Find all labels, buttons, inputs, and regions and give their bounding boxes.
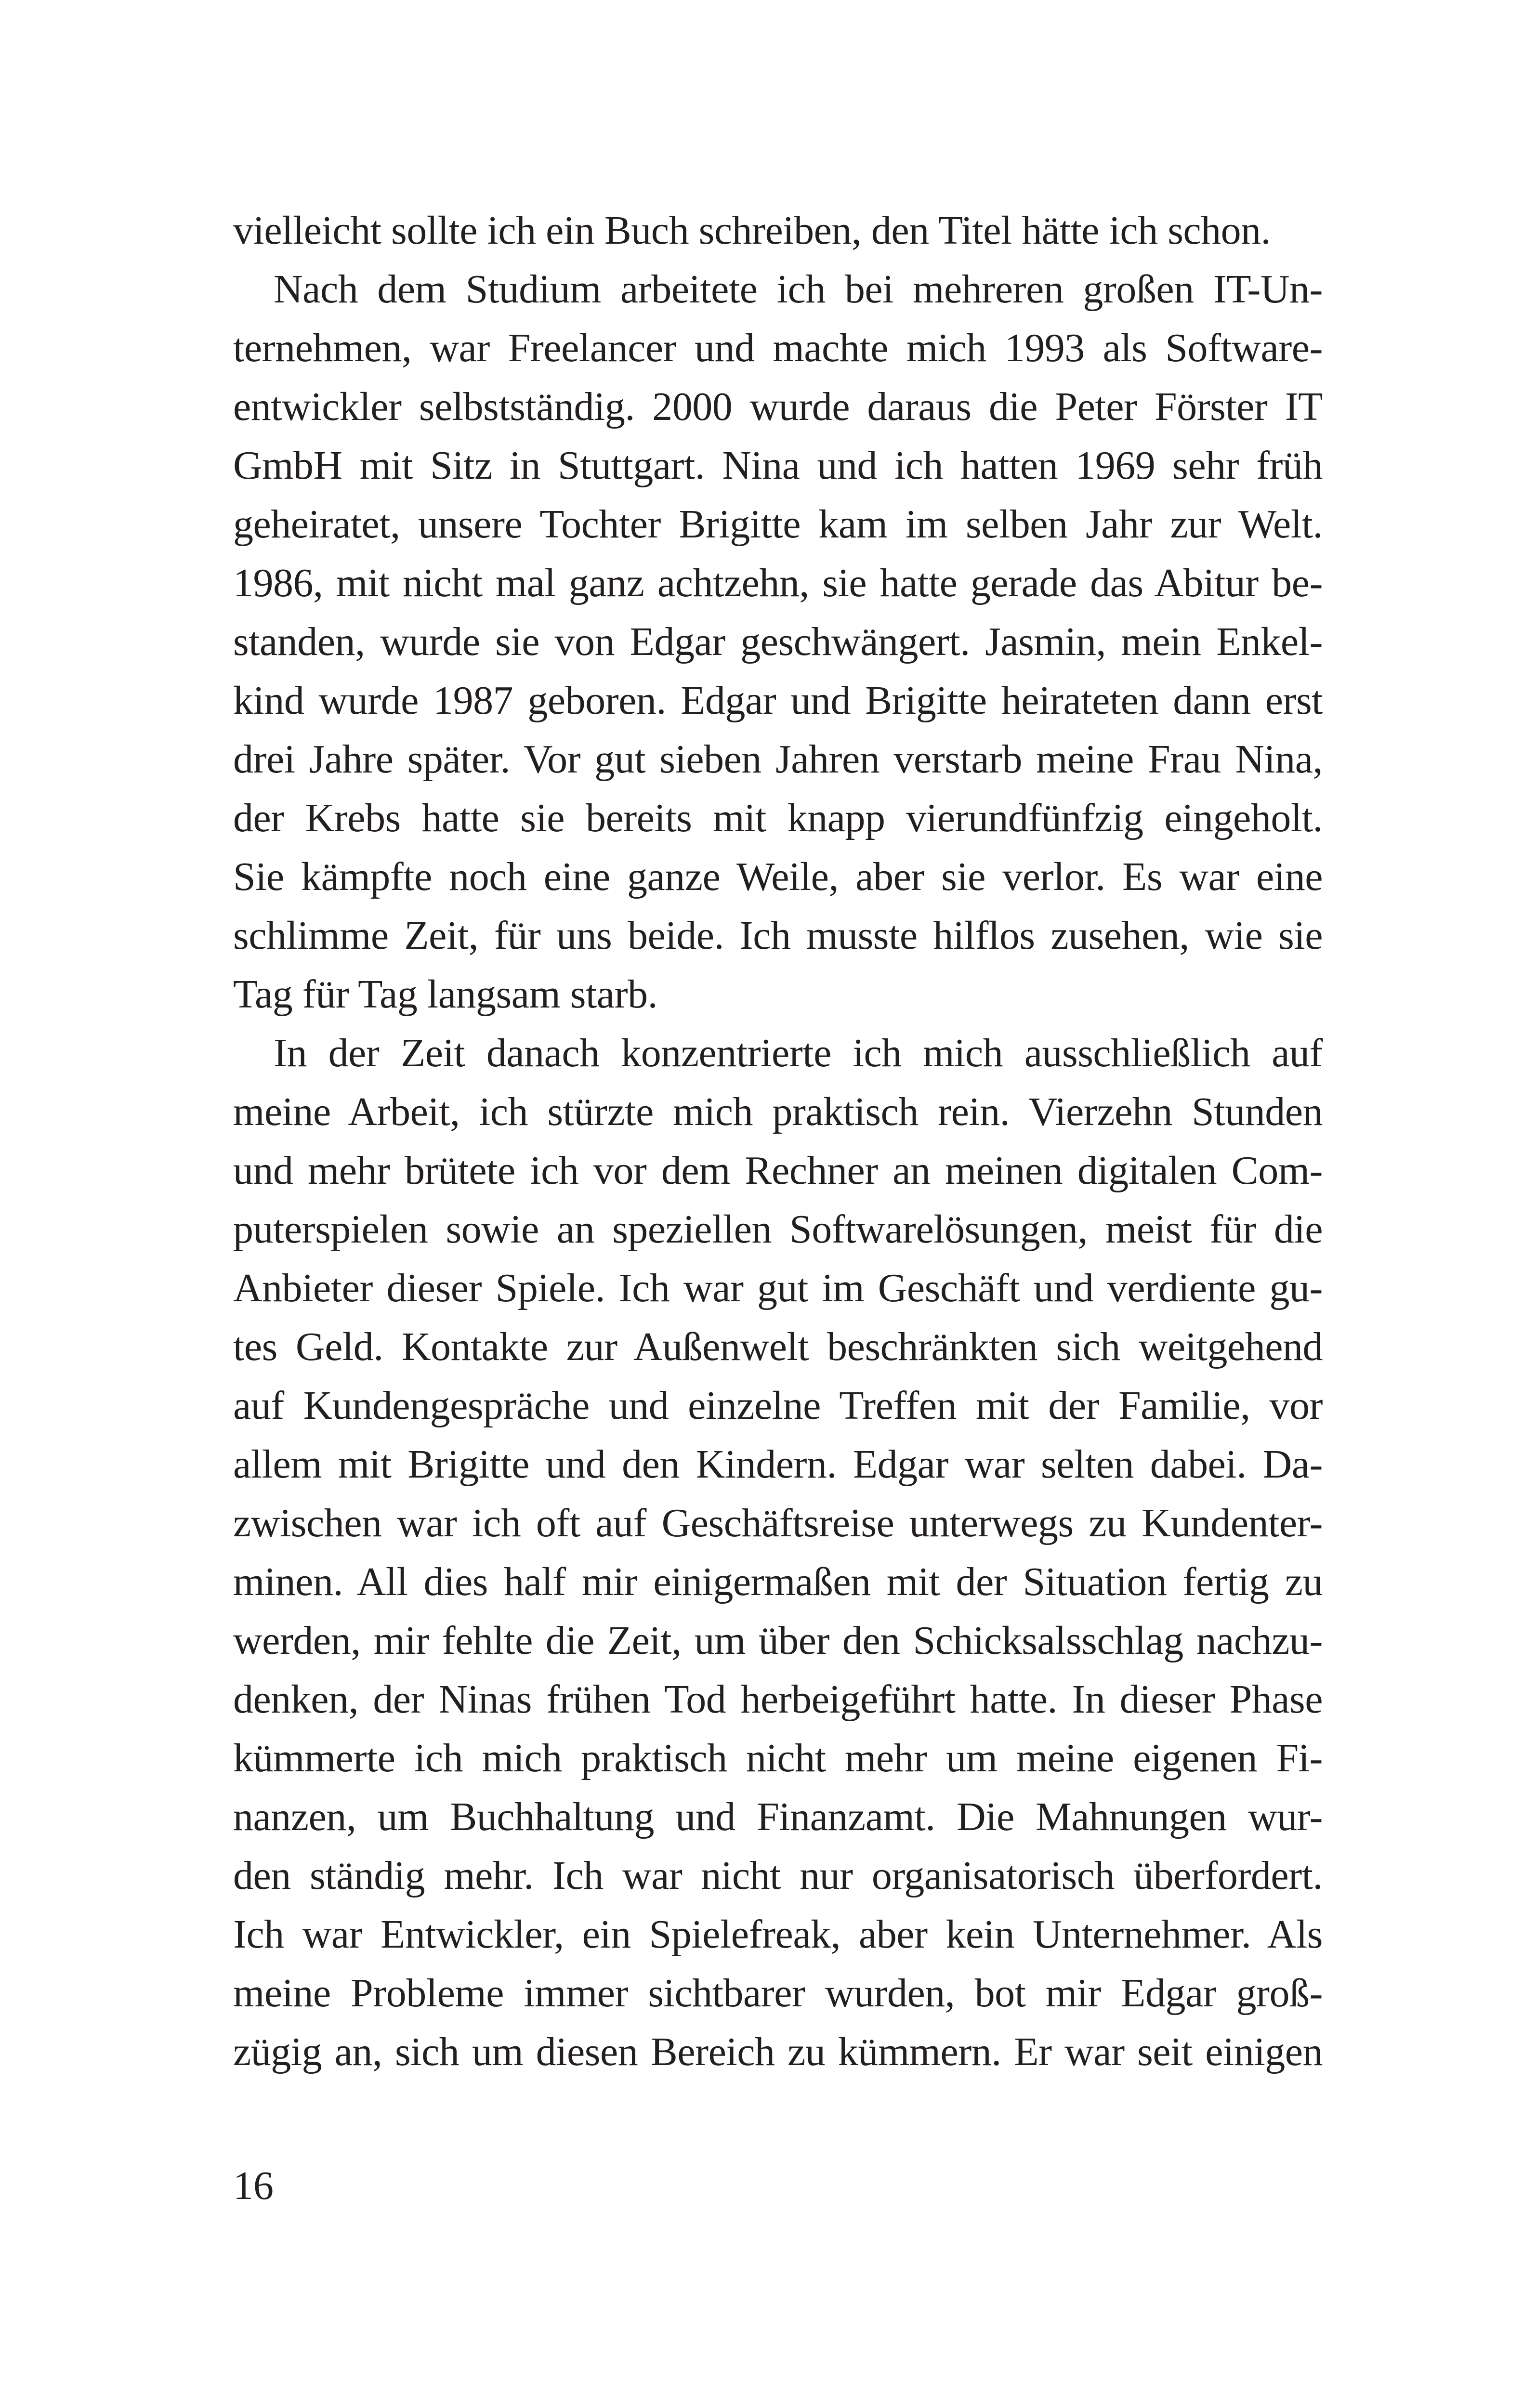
text-line: Anbieter dieser Spiele. Ich war gut im Geschäft und verdiente gu- bbox=[233, 1266, 1323, 1310]
text-line: entwickler selbstständig. 2000 wurde daraus die Peter Förster IT bbox=[233, 384, 1323, 429]
text-line: nanzen, um Buchhaltung und Finanzamt. Die Mahnungen wur- bbox=[233, 1794, 1323, 1839]
text-line: auf Kundengespräche und einzelne Treffen mit der Familie, vor bbox=[233, 1383, 1323, 1428]
text-line: vielleicht sollte ich ein Buch schreiben, den Titel hätte ich schon. bbox=[233, 208, 1271, 253]
text-line: Sie kämpfte noch eine ganze Weile, aber sie verlor. Es war eine bbox=[233, 854, 1323, 899]
text-line: Tag für Tag langsam starb. bbox=[233, 972, 658, 1017]
text-line: 1986, mit nicht mal ganz achtzehn, sie hatte gerade das Abitur be- bbox=[233, 561, 1323, 605]
text-line: Nach dem Studium arbeitete ich bei mehreren großen IT-Un- bbox=[274, 267, 1323, 312]
text-line: tes Geld. Kontakte zur Außenwelt beschränkten sich weitgehend bbox=[233, 1324, 1323, 1369]
text-line: geheiratet, unsere Tochter Brigitte kam im selben Jahr zur Welt. bbox=[233, 502, 1323, 547]
text-line: meine Probleme immer sichtbarer wurden, bot mir Edgar groß- bbox=[233, 1971, 1323, 2015]
text-line: kind wurde 1987 geboren. Edgar und Brigitte heirateten dann erst bbox=[233, 678, 1323, 723]
text-line: schlimme Zeit, für uns beide. Ich musste hilflos zusehen, wie sie bbox=[233, 913, 1323, 958]
text-line: In der Zeit danach konzentrierte ich mich ausschließlich auf bbox=[274, 1031, 1323, 1075]
text-line: Ich war Entwickler, ein Spielefreak, aber kein Unternehmer. Als bbox=[233, 1912, 1323, 1957]
text-line: und mehr brütete ich vor dem Rechner an meinen digitalen Com- bbox=[233, 1148, 1323, 1193]
text-line: zügig an, sich um diesen Bereich zu kümmern. Er war seit einigen bbox=[233, 2029, 1323, 2074]
text-line: allem mit Brigitte und den Kindern. Edgar war selten dabei. Da- bbox=[233, 1442, 1323, 1487]
page-number: 16 bbox=[233, 2163, 274, 2208]
body-text bbox=[233, 201, 1323, 2081]
text-line: drei Jahre später. Vor gut sieben Jahren verstarb meine Frau Nina, bbox=[233, 737, 1323, 782]
text-line: der Krebs hatte sie bereits mit knapp vierundfünfzig eingeholt. bbox=[233, 796, 1323, 840]
text-line: standen, wurde sie von Edgar geschwängert. Jasmin, mein Enkel- bbox=[233, 619, 1323, 664]
text-line: den ständig mehr. Ich war nicht nur organisatorisch überfordert. bbox=[233, 1853, 1323, 1898]
text-line: puterspielen sowie an speziellen Softwarelösungen, meist für die bbox=[233, 1207, 1323, 1252]
text-line: denken, der Ninas frühen Tod herbeigeführt hatte. In dieser Phase bbox=[233, 1677, 1323, 1722]
text-line: meine Arbeit, ich stürzte mich praktisch rein. Vierzehn Stunden bbox=[233, 1089, 1323, 1134]
text-line: GmbH mit Sitz in Stuttgart. Nina und ich hatten 1969 sehr früh bbox=[233, 443, 1323, 488]
text-line: zwischen war ich oft auf Geschäftsreise unterwegs zu Kundenter- bbox=[233, 1501, 1323, 1545]
text-line: minen. All dies half mir einigermaßen mit der Situation fertig zu bbox=[233, 1559, 1323, 1604]
text-line: werden, mir fehlte die Zeit, um über den Schicksalsschlag nachzu- bbox=[233, 1618, 1323, 1663]
text-line: ternehmen, war Freelancer und machte mich 1993 als Software- bbox=[233, 326, 1323, 370]
text-line: kümmerte ich mich praktisch nicht mehr um meine eigenen Fi- bbox=[233, 1736, 1323, 1780]
